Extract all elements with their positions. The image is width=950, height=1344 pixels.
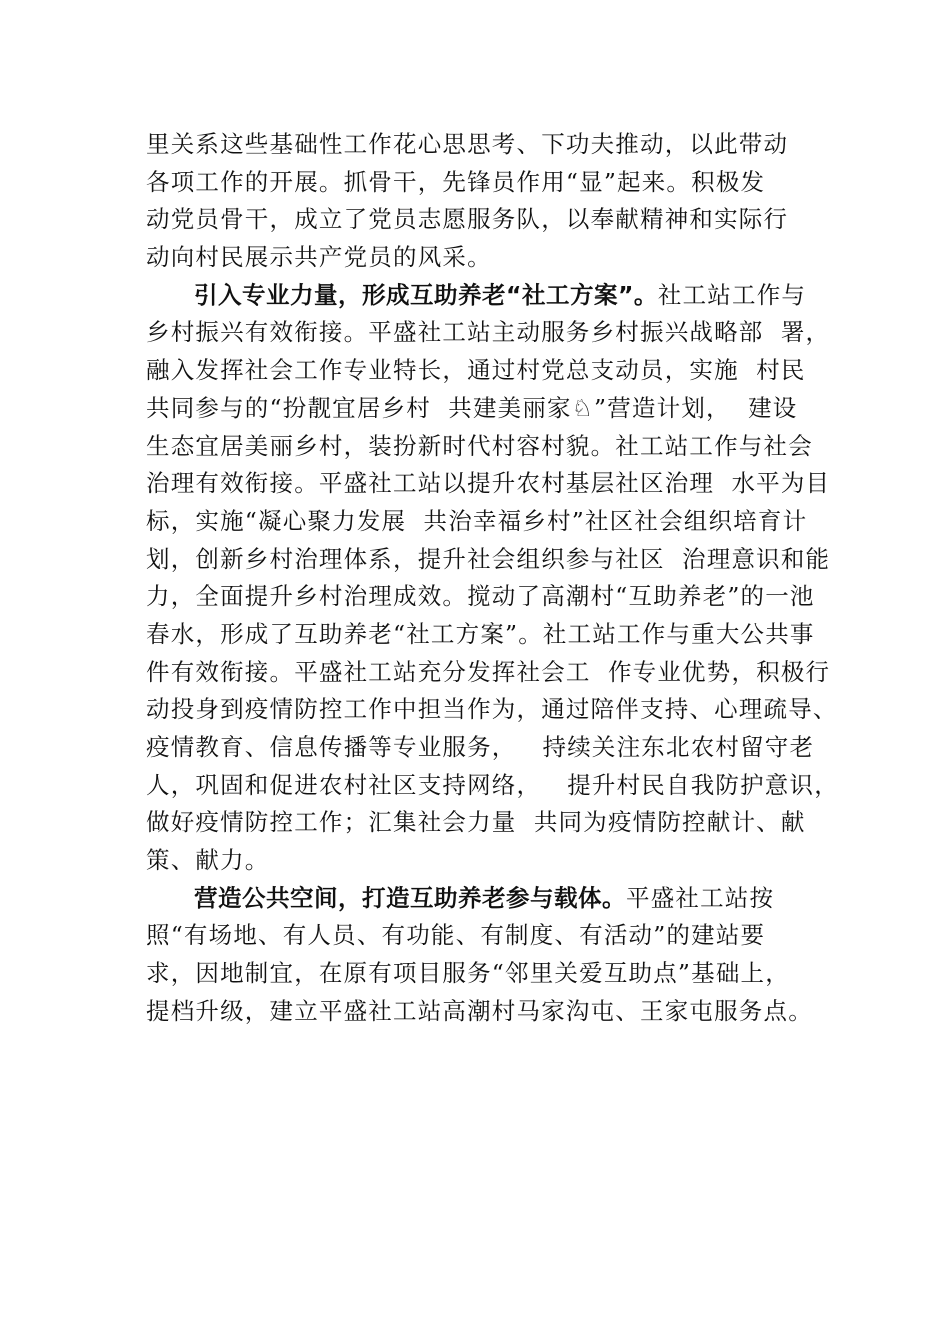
paragraph-line: 乡村振兴有效衔接。平盛社工站主动服务乡村振兴战略部 署， <box>146 318 831 347</box>
paragraph-line: 件有效衔接。平盛社工站充分发挥社会工 作专业优势，积极行 <box>146 657 831 686</box>
paragraph-line: 提档升级，建立平盛社工站高潮村马家沟屯、王家屯服务点。 <box>146 996 813 1025</box>
paragraph-line: 各项工作的开展。抓骨干，先锋员作用“显”起来。积极发 <box>146 167 766 196</box>
paragraph-line: 划，创新乡村治理体系，提升社会组织参与社区 治理意识和能 <box>146 544 831 573</box>
paragraph-text: 平盛社工站按 <box>626 883 775 912</box>
paragraph-heading: 营造公共空间，打造互助养老参与载体。 <box>194 883 626 912</box>
paragraph-line: 求，因地制宜，在原有项目服务“邻里关爱互助点”基础上， <box>146 959 790 988</box>
paragraph-text: 社工站工作与 <box>657 280 807 309</box>
paragraph-line: 动投身到疫情防控工作中担当作为，通过陪伴支持、心理疏导、 <box>146 695 838 724</box>
paragraph-line: 策、献力。 <box>146 846 270 875</box>
paragraph-line: 动党员骨干，成立了党员志愿服务队，以奉献精神和实际行 <box>146 205 789 234</box>
paragraph-line: 疫情教育、信息传播等专业服务， 持续关注东北农村留守老 <box>146 733 815 761</box>
paragraph-line: 照“有场地、有人员、有功能、有制度、有活动”的建站要 <box>146 921 766 950</box>
paragraph-line: 共同参与的“扮靓宜居乡村 共建美丽家♘”营造计划， 建设 <box>146 393 798 422</box>
paragraph-line: 生态宜居美丽乡村，装扮新时代村容村貌。社工站工作与社会 <box>146 431 813 460</box>
paragraph-heading: 引入专业力量，形成互助养老“社工方案”。 <box>194 280 658 309</box>
paragraph-1 <box>146 126 846 277</box>
body-text <box>146 126 846 1031</box>
paragraph-line: 力，全面提升乡村治理成效。搅动了高潮村“互助养老”的一池 <box>146 582 815 611</box>
paragraph-3 <box>146 880 846 1031</box>
paragraph-line: 治理有效衔接。平盛社工站以提升农村基层社区治理 水平为目 <box>146 469 831 498</box>
paragraph-line: 里关系这些基础性工作花心思思考、下功夫推动，以此带动 <box>146 130 789 158</box>
paragraph-line: 人，巩固和促进农村社区支持网络， 提升村民自我防护意识， <box>146 770 839 799</box>
paragraph-line: 春水，形成了互助养老“社工方案”。社工站工作与重大公共事 <box>146 619 815 648</box>
paragraph-line: 动向村民展示共产党员的风采。 <box>146 243 492 272</box>
paragraph-2 <box>146 277 846 880</box>
paragraph-line: 融入发挥社会工作专业特长，通过村党总支动员，实施 村民 <box>146 356 806 385</box>
paragraph-first-line <box>146 880 846 918</box>
paragraph-line: 做好疫情防控工作；汇集社会力量 共同为疫情防控献计、献 <box>146 808 806 837</box>
paragraph-first-line <box>146 277 846 315</box>
paragraph-line: 标，实施“凝心聚力发展 共治幸福乡村”社区社会组织培育计 <box>146 506 808 535</box>
